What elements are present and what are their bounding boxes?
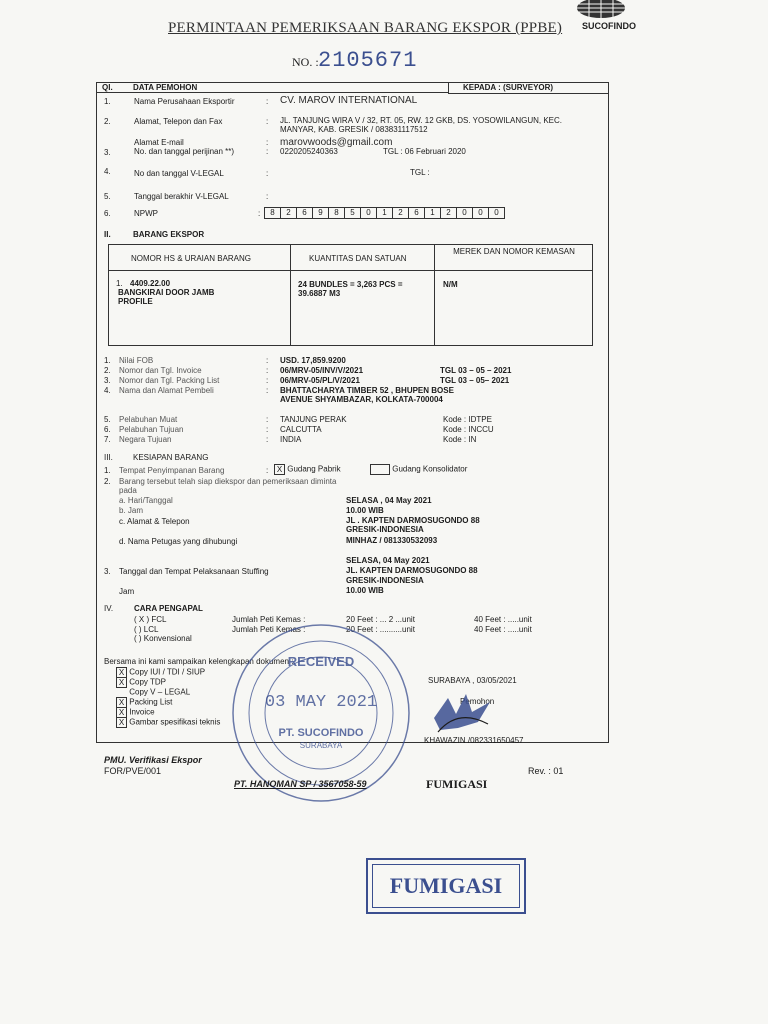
lcl-40feet: 40 Feet : .....unit — [474, 625, 532, 634]
goods-merek: N/M — [443, 280, 458, 289]
footer-fumigasi: FUMIGASI — [426, 777, 488, 791]
fcl-40feet: 40 Feet : .....unit — [474, 615, 532, 624]
fcl-label: FCL — [151, 615, 167, 624]
section4-num: IV. — [104, 604, 114, 613]
kepada-box: KEPADA : (SURVEYOR) — [448, 82, 609, 94]
goods-desc-line1: BANGKIRAI DOOR JAMB — [118, 288, 215, 297]
s1-row6-label: NPWP — [134, 209, 158, 218]
s1-row6-num: 6. — [104, 209, 111, 218]
s1-row1-label: Nama Perusahaan Eksportir — [134, 97, 235, 106]
s2-row6-num: 6. — [104, 425, 111, 434]
s2-row2-label: Nomor dan Tgl. Invoice — [119, 366, 202, 375]
s1-row3-num: 3. — [104, 148, 111, 157]
attachment-item[interactable]: X Copy IUI / TDI / SIUP — [116, 667, 205, 678]
fumigasi-stamp — [366, 858, 526, 914]
s2-fob-value: USD. 17,859.9200 — [280, 356, 346, 365]
goods-desc-line2: PROFILE — [118, 297, 153, 306]
shipping-konvensional[interactable] — [134, 634, 192, 643]
checkbox-pabrik: X — [274, 464, 285, 475]
s3-row2-label2: pada — [119, 486, 137, 495]
s3-row2-num: 2. — [104, 477, 111, 486]
storage-option-pabrik[interactable] — [274, 464, 341, 475]
s3-c-value2: GRESIK-INDONESIA — [346, 525, 424, 534]
s1-email-label: Alamat E-mail — [134, 138, 184, 147]
stamp-date-text: 03 MAY 2021 — [264, 693, 378, 712]
fcl-20feet: 20 Feet : ... 2 ...unit — [346, 615, 415, 624]
npwp-digit: 6 — [408, 207, 424, 219]
s1-row3-tgl: TGL : 06 Februari 2020 — [383, 147, 466, 156]
stamp-company-text: PT. SUCOFINDO — [278, 727, 364, 739]
s3-c-value: JL . KAPTEN DARMOSUGONDO 88 — [346, 516, 480, 525]
npwp-digit: 6 — [296, 207, 312, 219]
npwp-digit: 0 — [456, 207, 472, 219]
footer-hanoman: PT. HANOMAN SP / 3567058-59 — [234, 779, 367, 789]
shipping-lcl[interactable] — [134, 625, 158, 634]
s2-row4-num: 4. — [104, 386, 111, 395]
npwp-boxes — [264, 207, 505, 219]
s3-row2-label: Barang tersebut telah siap diekspor dan pemeriksaan diminta — [119, 477, 337, 486]
s3-stuffing-value3: GRESIK-INDONESIA — [346, 576, 424, 585]
fcl-jumlah: Jumlah Peti Kemas : — [232, 615, 306, 624]
npwp-digit: 8 — [264, 207, 280, 219]
s1-row2-value2: MANYAR, KAB. GRESIK / 083831117512 — [280, 125, 428, 134]
npwp-digit: 2 — [392, 207, 408, 219]
attachment-item[interactable]: X Copy TDP — [116, 677, 166, 688]
s1-row2-value: JL. TANJUNG WIRA V / 32, RT. 05, RW. 12 GKB, DS. YOSOWILANGUN, KEC. — [280, 116, 563, 125]
s3-stuffing-value1: SELASA, 04 May 2021 — [346, 556, 430, 565]
s2-packing-tgl: TGL 03 – 05– 2021 — [440, 376, 510, 385]
section2-title: BARANG EKSPOR — [133, 230, 205, 239]
s2-port-dest-kode: Kode : INCCU — [443, 425, 494, 434]
s1-row5-num: 5. — [104, 192, 111, 201]
s2-country-value: INDIA — [280, 435, 302, 444]
attachments-intro: Bersama ini kami sampaikan kelengkapan dokumen : — [104, 657, 294, 666]
s2-invoice-tgl: TGL 03 – 05 – 2021 — [440, 366, 512, 375]
s2-port-load-kode: Kode : IDTPE — [443, 415, 492, 424]
s3-d-label: d. Nama Petugas yang dihubungi — [119, 537, 238, 546]
s2-buyer-value: BHATTACHARYA TIMBER 52 , BHUPEN BOSE — [280, 386, 454, 395]
stamp-received-text: RECEIVED — [287, 654, 355, 669]
s3-row3-num: 3. — [104, 567, 111, 576]
s3-c-label: c. Alamat & Telepon — [119, 517, 190, 526]
konvensional-mark: ( ) — [134, 634, 142, 643]
npwp-digit: 2 — [280, 207, 296, 219]
s1-row4-tgl: TGL : — [410, 168, 430, 177]
footer-form-code: FOR/PVE/001 — [104, 766, 162, 776]
s2-port-load-value: TANJUNG PERAK — [280, 415, 347, 424]
stamp-city-text: SURABAYA — [299, 741, 343, 750]
section3-num: III. — [104, 453, 113, 462]
s2-row5-label: Pelabuhan Muat — [119, 415, 178, 424]
document-title: PERMINTAAN PEMERIKSAAN BARANG EKSPOR (PPBE) — [168, 20, 563, 36]
konvensional-label: Konvensional — [143, 634, 192, 643]
goods-col3-header: MEREK DAN NOMOR KEMASAN — [453, 247, 575, 256]
s1-row3-label: No. dan tanggal perijinan **) — [134, 147, 235, 156]
goods-col2-header: KUANTITAS DAN SATUAN — [309, 254, 407, 263]
s2-row3-label: Nomor dan Tgl. Packing List — [119, 376, 220, 385]
s2-row5-num: 5. — [104, 415, 111, 424]
s2-country-kode: Kode : IN — [443, 435, 477, 444]
signature-name: KHAWAZIN /082331650457 — [424, 736, 524, 745]
s1-row3-value: 0220205240363 — [280, 147, 338, 156]
s1-row5-label: Tanggal berakhir V-LEGAL — [134, 192, 229, 201]
s2-packing-value: 06/MRV-05/PL/V/2021 — [280, 376, 360, 385]
s1-row1-value: CV. MAROV INTERNATIONAL — [280, 95, 418, 106]
s2-row7-label: Negara Tujuan — [119, 435, 172, 444]
attachment-item[interactable]: X Packing List — [116, 697, 172, 708]
npwp-digit: 8 — [328, 207, 344, 219]
s2-row1-num: 1. — [104, 356, 111, 365]
signature-stamp-icon — [428, 688, 498, 738]
goods-col1-header: NOMOR HS & URAIAN BARANG — [131, 254, 252, 263]
s3-stuffing-value2: JL. KAPTEN DARMOSUGONDO 88 — [346, 566, 478, 575]
s1-row4-num: 4. — [104, 167, 111, 176]
npwp-digit: 1 — [376, 207, 392, 219]
npwp-digit: 1 — [424, 207, 440, 219]
s2-row4-label: Nama dan Alamat Pembeli — [119, 386, 214, 395]
s3-row1-label: Tempat Penyimpanan Barang — [119, 466, 225, 475]
s1-email-value: marovwoods@gmail.com — [280, 137, 393, 148]
signature-place-date: SURABAYA , 03/05/2021 — [428, 676, 517, 685]
s1-row1-num: 1. — [104, 97, 111, 106]
storage-option-konsolidator[interactable] — [370, 464, 467, 475]
section1-title: DATA PEMOHON — [133, 83, 198, 92]
s3-jam-value: 10.00 WIB — [346, 586, 384, 595]
fcl-mark: ( X ) — [134, 615, 150, 624]
s3-d-value: MINHAZ / 081330532093 — [346, 536, 438, 545]
lcl-20feet: 20 Feet : ..........unit — [346, 625, 415, 634]
s3-b-label: b. Jam — [119, 506, 144, 515]
lcl-jumlah: Jumlah Peti Kemas : — [232, 625, 306, 634]
lcl-label: LCL — [143, 625, 159, 634]
storage-pabrik-label: Gudang Pabrik — [287, 464, 341, 474]
s3-jam-label: Jam — [119, 587, 135, 596]
section3-title: KESIAPAN BARANG — [133, 453, 209, 462]
s3-row3-label: Tanggal dan Tempat Pelaksanaan Stuffing — [119, 567, 269, 576]
shipping-fcl[interactable] — [134, 615, 166, 624]
npwp-digit: 2 — [440, 207, 456, 219]
document-number-value: 2105671 — [318, 48, 418, 73]
section1-num: QI. — [102, 83, 113, 92]
lcl-mark: ( ) — [134, 625, 142, 634]
s1-row2-num: 2. — [104, 117, 111, 126]
s2-row7-num: 7. — [104, 435, 111, 444]
header-divider — [96, 92, 448, 93]
signature-role: Pemohon — [460, 697, 495, 706]
logo-text: SUCOFINDO — [582, 21, 636, 31]
s2-row2-num: 2. — [104, 366, 111, 375]
goods-qty-line1: 24 BUNDLES = 3,263 PCS = — [298, 280, 403, 289]
s3-row1-num: 1. — [104, 466, 111, 475]
footer-rev: Rev. : 01 — [528, 766, 564, 776]
goods-hs-code: 4409.22.00 — [130, 279, 171, 288]
document-number-label: NO. : — [292, 55, 319, 69]
npwp-digit: 9 — [312, 207, 328, 219]
s1-row4-label: No dan tanggal V-LEGAL — [134, 169, 224, 178]
attachment-item[interactable]: Copy V – LEGAL — [129, 687, 191, 697]
s2-port-dest-value: CALCUTTA — [280, 425, 322, 434]
s2-row3-num: 3. — [104, 376, 111, 385]
fumigasi-stamp-text: FUMIGASI — [372, 864, 520, 908]
goods-item-num: 1. — [116, 279, 123, 288]
sucofindo-globe-icon — [576, 0, 626, 20]
s2-invoice-value: 06/MRV-05/INV/V/2021 — [280, 366, 364, 375]
npwp-digit: 0 — [360, 207, 376, 219]
section4-title: CARA PENGAPAL — [134, 604, 203, 613]
s2-row6-label: Pelabuhan Tujuan — [119, 425, 184, 434]
s3-b-value: 10.00 WIB — [346, 506, 384, 515]
section2-num: II. — [104, 230, 111, 239]
footer-pmu: PMU. Verifikasi Ekspor — [104, 755, 202, 765]
npwp-digit: 5 — [344, 207, 360, 219]
attachment-item[interactable]: X Invoice — [116, 707, 155, 718]
goods-qty-line2: 39.6887 M3 — [298, 289, 341, 298]
s3-a-label: a. Hari/Tanggal — [119, 496, 173, 505]
s2-buyer-value2: AVENUE SHYAMBAZAR, KOLKATA-700004 — [280, 395, 443, 404]
s3-a-value: SELASA , 04 May 2021 — [346, 496, 432, 505]
s2-row1-label: Nilai FOB — [119, 356, 154, 365]
storage-konsolidator-label: Gudang Konsolidator — [392, 464, 468, 474]
s1-row2-label: Alamat, Telepon dan Fax — [134, 117, 223, 126]
attachment-item[interactable]: X Gambar spesifikasi teknis — [116, 717, 220, 728]
npwp-digit: 0 — [472, 207, 488, 219]
npwp-digit: 0 — [488, 207, 505, 219]
checkbox-konsolidator — [370, 464, 390, 475]
